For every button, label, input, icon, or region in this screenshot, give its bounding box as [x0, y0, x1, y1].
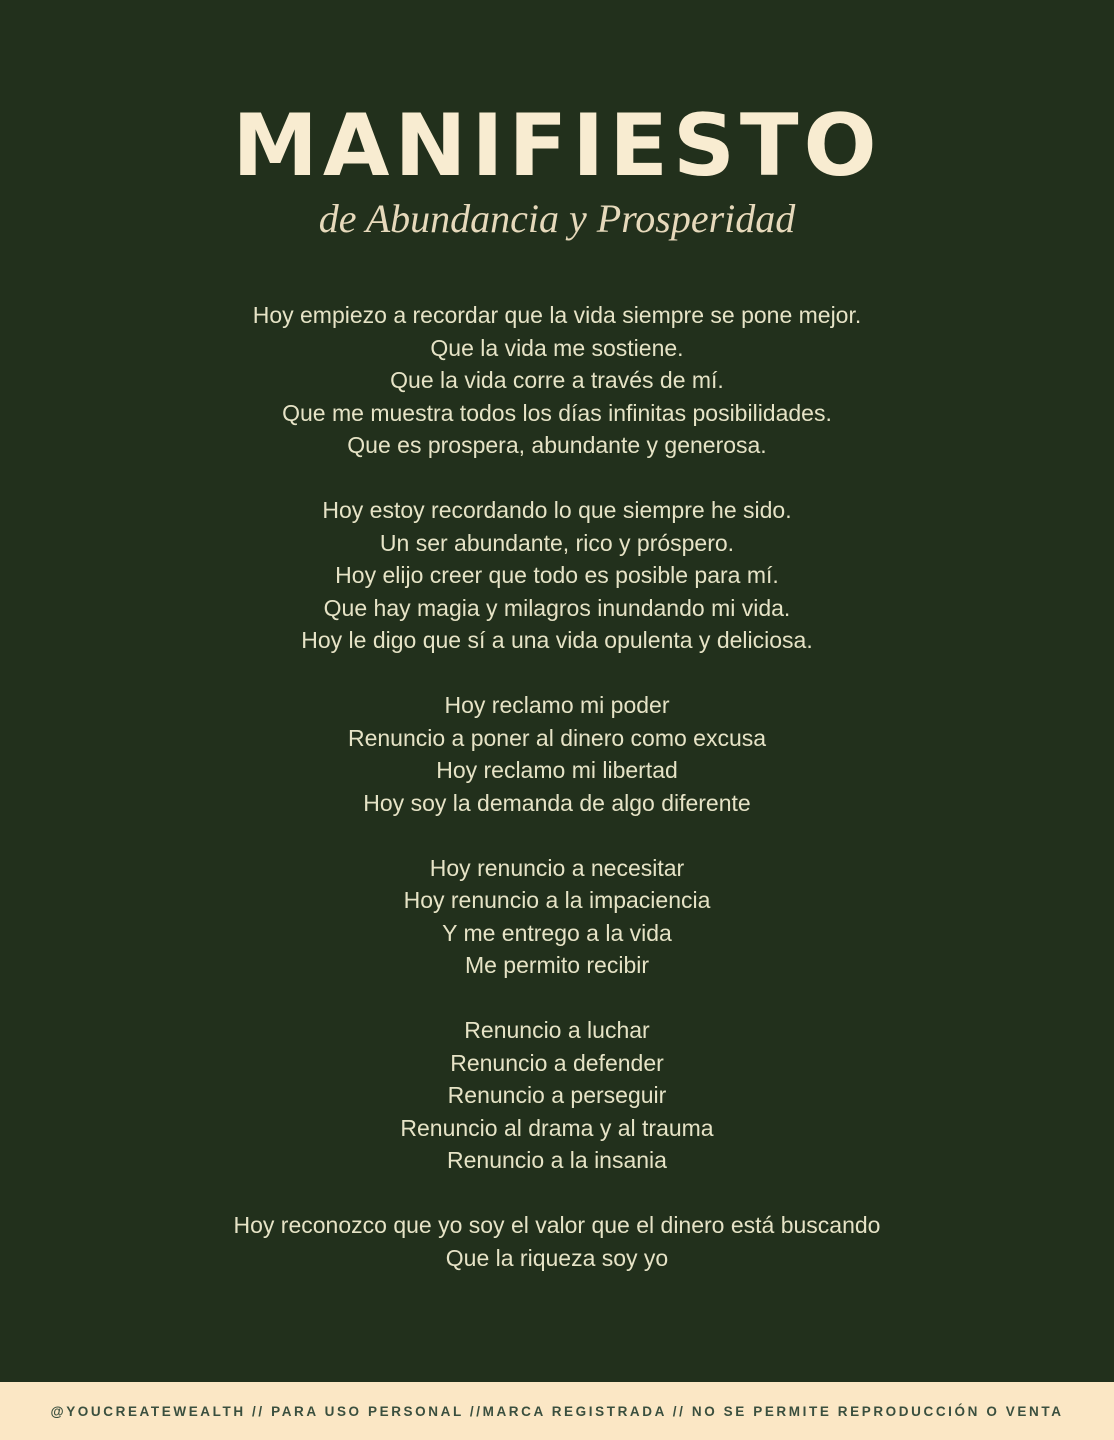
poem-line: Hoy soy la demanda de algo diferente — [363, 789, 751, 816]
footer-text: @YOUCREATEWEALTH // PARA USO PERSONAL //MARCA REGISTRADA // NO SE PERMITE REPRODUCCIÓN O VENTA — [50, 1403, 1064, 1419]
poem — [0, 299, 1114, 1274]
poem-line: Que la vida corre a través de mí. — [390, 367, 724, 393]
stanza — [0, 852, 1114, 982]
poem-line: Renuncio a poner al dinero como excusa — [347, 724, 767, 751]
poem-line: Renuncio a la insania — [447, 1147, 667, 1173]
poem-line: Hoy reconozco que yo soy el valor que el dinero está buscando — [233, 1212, 881, 1238]
stanza — [0, 494, 1114, 657]
poem-line: Y me entrego a la vida — [442, 919, 672, 946]
poem-line: Hoy elijo creer que todo es posible para mí. — [335, 562, 779, 588]
poem-line: Renuncio a defender — [450, 1049, 664, 1076]
poem-line: Que es prospera, abundante y generosa. — [347, 432, 767, 458]
poem-line: Que la riqueza soy yo — [445, 1244, 669, 1271]
poem-line: Hoy reclamo mi poder — [444, 692, 670, 718]
poem-line: Que la vida me sostiene. — [430, 334, 684, 361]
poem-line: Renuncio a perseguir — [447, 1082, 667, 1108]
footer-bar — [0, 1382, 1114, 1440]
poem-line: Hoy estoy recordando lo que siempre he sido. — [322, 497, 792, 523]
poem-line: Que me muestra todos los días infinitas posibilidades. — [282, 399, 832, 426]
poem-line: Un ser abundante, rico y próspero. — [379, 529, 735, 556]
stanza — [0, 1209, 1114, 1274]
stanza — [0, 299, 1114, 462]
poem-line: Hoy le digo que sí a una vida opulenta y deliciosa. — [301, 627, 813, 653]
poem-line: Hoy renuncio a necesitar — [429, 854, 685, 881]
poster-title: MANIFIESTO — [232, 96, 882, 196]
poem-line: Me permito recibir — [464, 952, 650, 978]
poem-line: Hoy empiezo a recordar que la vida siempre se pone mejor. — [252, 302, 862, 328]
poem-line: Hoy renuncio a la impaciencia — [403, 887, 711, 913]
poem-line: Que hay magia y milagros inundando mi vida. — [323, 594, 791, 621]
poster-subtitle: de Abundancia y Prosperidad — [318, 196, 796, 241]
stanza — [0, 689, 1114, 819]
stanza — [0, 1014, 1114, 1177]
poem-line: Renuncio a luchar — [464, 1017, 650, 1043]
poem-line: Hoy reclamo mi libertad — [436, 757, 678, 783]
poem-line: Renuncio al drama y al trauma — [400, 1114, 714, 1141]
